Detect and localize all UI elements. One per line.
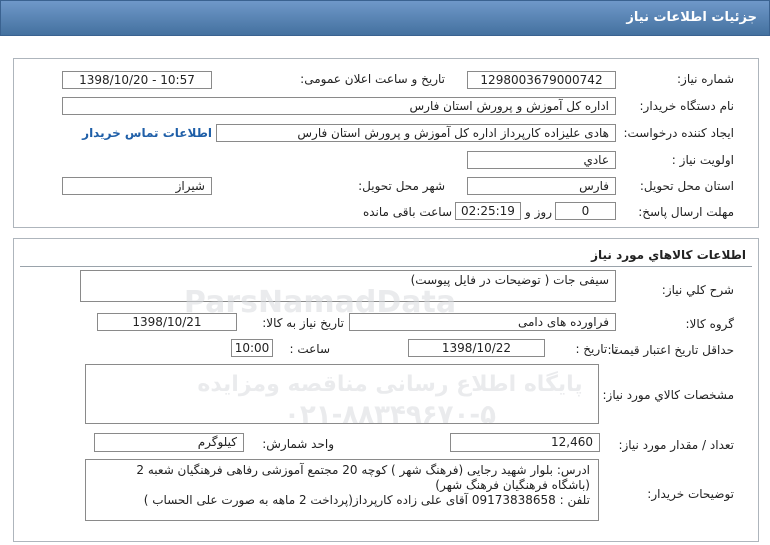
quantity-field [450,433,600,452]
requester-field: هادی علیزاده کارپرداز اداره کل آموزش و پرورش استان فارس [216,124,616,142]
requester-label: ایجاد کننده درخواست: [623,126,734,140]
buyer-notes-line: ادرس: بلوار شهید رجایی (فرهنگ شهر ) کوچه 20 مجتمع آموزشی رفاهی فرهنگیان شعبه 2 [136,463,590,477]
unit-label: واحد شمارش: [262,437,334,451]
announce-datetime-field: 1398/10/20 - 10:57 [62,71,212,89]
buyer-notes-line: (باشگاه فرهنگیان فرهنگ شهر) [435,478,590,492]
validity-time-label: ساعت : [289,342,330,356]
city-field: شیراز [62,177,212,195]
general-desc-label: شرح کلي نياز: [661,283,734,297]
general-desc-field: سیفی جات ( توضیحات در فایل پیوست) [80,270,616,302]
quantity-value: 12,460 [551,435,593,449]
province-field: فارس [467,177,616,195]
goods-section-divider [20,266,752,267]
goods-group-field: فراورده های دامی [349,313,616,331]
min-validity-label: حداقل تاریخ اعتبار قیمت: [607,343,734,357]
deadline-label: مهلت ارسال پاسخ: [638,205,734,219]
quantity-label: تعداد / مقدار مورد نیاز: [618,438,734,452]
until-date-label: تا تاریخ : [575,342,618,356]
buyer-notes-line: تلفن : 09173838658 آقای علی زاده کارپرداز(پرداخت 2 ماهه به صورت علی الحساب ) [143,493,590,507]
deadline-remaining-label: ساعت باقی مانده [362,205,452,219]
validity-date-field: 1398/10/22 [408,339,545,357]
buyer-org-label: نام دستگاه خریدار: [639,99,734,113]
page-title: جزئیات اطلاعات نیاز [626,10,757,25]
need-date-field: 1398/10/21 [97,313,237,331]
need-number-field: 1298003679000742 [467,71,616,89]
watermark-brand: ParsNamadData [183,285,457,320]
goods-group-label: گروه کالا: [685,317,734,331]
page-header [0,0,770,36]
city-label: شهر محل تحویل: [358,179,445,193]
priority-label: اولویت نیاز : [671,153,734,167]
watermark-line1: پایگاه اطلاع رسانی مناقصه ومزایده [197,372,583,397]
buyer-org-field: اداره کل آموزش و پرورش استان فارس [62,97,616,115]
announce-datetime-label: تاریخ و ساعت اعلان عمومی: [300,72,445,86]
deadline-time-field: 02:25:19 [455,202,521,220]
need-number-label: شماره نیاز: [677,72,734,86]
deadline-days-field: 0 [555,202,616,220]
goods-section-title: اطلاعات کالاهاي مورد نياز [591,248,746,262]
buyer-contact-link[interactable]: اطلاعات تماس خریدار [82,126,212,140]
priority-field: عادي [467,151,616,169]
specs-label: مشخصات کالاي مورد نياز: [602,388,734,402]
deadline-day-and: روز و [525,205,552,219]
province-label: استان محل تحویل: [639,179,734,193]
buyer-notes-label: توضیحات خریدار: [647,487,734,501]
watermark-line2: ۰۲۱-۸۸۳۴۹۶۷۰-۵ [283,400,496,430]
buyer-notes-box [85,459,599,521]
validity-time-field: 10:00 [231,339,273,357]
specs-field [85,364,599,424]
unit-field: کیلوگرم [94,433,244,452]
need-date-label: تاریخ نیاز به کالا: [262,316,344,330]
